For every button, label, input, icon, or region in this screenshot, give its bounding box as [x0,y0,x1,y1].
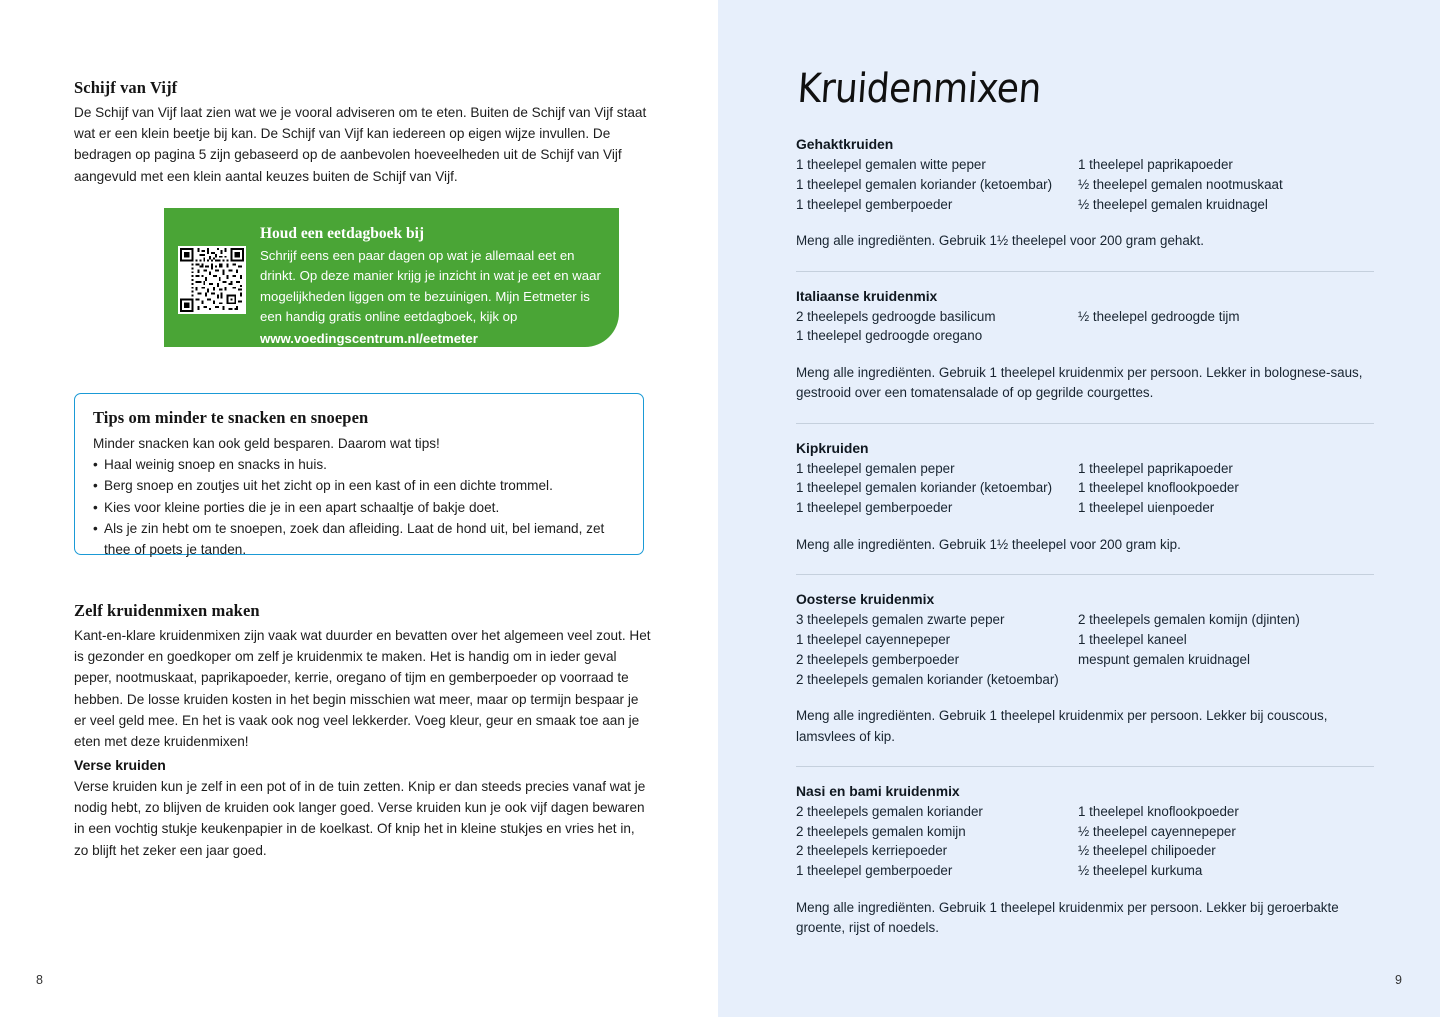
ingredient-columns [796,802,1374,881]
ingredient-item: ½ theelepel gemalen nootmuskaat [1078,176,1283,192]
ingredient-column-left [796,155,1078,214]
recipe-note: Meng alle ingrediënten. Gebruik 1½ theelepel voor 200 gram kip. [796,536,1181,552]
recipe-note: Meng alle ingrediënten. Gebruik 1 theelepel kruidenmix per persoon. Lekker bij couscous, lamsvlees of kip. [796,708,1328,744]
ingredient-item: 2 theelepels gemalen komijn (djinten) [1078,612,1300,628]
section-heading-verse: Verse kruiden [74,757,166,773]
ingredient-column-right [1078,307,1368,347]
ingredient-item: ½ theelepel kurkuma [1078,863,1203,879]
list-item: • Als je zin hebt om te snoepen, zoek dan afleiding. Laat de hond uit, bel iemand, zet thee of poets je tanden. [93,518,625,560]
ingredient-column-left [796,610,1078,689]
ingredient-item: ½ theelepel gemalen kruidnagel [1078,196,1268,212]
eetdagboek-text [260,224,612,346]
ingredient-item: 2 theelepels kerriepoeder [796,843,948,859]
recipe-note: Meng alle ingrediënten. Gebruik 1 theelepel kruidenmix per persoon. Lekker in bolognese-saus, gestrooid over een tomatensalade of op gegrilde courgettes. [796,365,1363,401]
section-heading-schijf: Schijf van Vijf [74,78,178,97]
recipe-title: Nasi en bami kruidenmix [796,782,960,799]
section-paragraph-verse: Verse kruiden kun je zelf in een pot of in de tuin zetten. Knip er dan steeds precies vanaf wat je nodig hebt, zo blijven de kruiden ook langer goed. Verse kruiden kun je ook vijf dagen bewaren in een vochtig stukje keukenpapier in de koelkast. Of knip het in kleine stukjes en vries het in, zo blijft het zeker een jaar goed. [74,779,646,858]
page-number-left: 8 [36,973,43,987]
tips-intro: Minder snacken kan ook geld besparen. Daarom wat tips! [93,436,440,451]
ingredient-item: 1 theelepel knoflookpoeder [1078,480,1239,496]
ingredient-item: 2 theelepels gemberpoeder [796,651,960,667]
recipe-oosterse-kruidenmix [796,591,1374,747]
recipe-nasi-en-bami-kruidenmix [796,783,1374,939]
ingredient-columns [796,155,1374,214]
ingredient-item: ½ theelepel gedroogde tijm [1078,308,1240,324]
ingredient-columns [796,610,1374,689]
eetdagboek-title: Houd een eetdagboek bij [260,225,425,242]
ingredient-item: ½ theelepel chilipoeder [1078,843,1216,859]
eetdagboek-body: Schrijf eens een paar dagen op wat je allemaal eet en drinkt. Op deze manier krijg je inzicht in wat je eet en waar mogelijkheden liggen om te bezuinigen. Mijn Eetmeter is een handig gratis online eetdagboek, kijk op [260,248,601,325]
ingredient-item: 1 theelepel gemalen koriander (ketoembar) [796,480,1053,496]
ingredient-columns [796,307,1374,347]
ingredient-item: 3 theelepels gemalen zwarte peper [796,612,1005,628]
section-divider [796,574,1374,575]
recipe-title: Oosterse kruidenmix [796,591,935,608]
list-item: • Haal weinig snoep en snacks in huis. [93,454,625,475]
recipe-kipkruiden [796,440,1374,556]
section-verse-kruiden [74,757,652,861]
left-page [0,0,718,1017]
ingredient-column-left [796,802,1078,881]
recipe-title: Gehaktkruiden [796,136,894,152]
tips-callout [74,393,644,558]
recipe-title: Italiaanse kruidenmix [796,287,938,304]
section-schijf-van-vijf [74,78,650,187]
ingredient-item: 1 theelepel cayennepeper [796,631,951,647]
tips-title: Tips om minder te snacken en snoepen [93,408,369,427]
recipe-italiaanse-kruidenmix [796,288,1374,404]
ingredient-column-left [796,307,1078,347]
ingredient-item: 2 theelepels gemalen koriander (ketoembar) [796,671,1059,687]
ingredient-item: 1 theelepel paprikapoeder [1078,460,1233,476]
ingredient-item: 1 theelepel paprikapoeder [1078,157,1233,172]
ingredient-item: 1 theelepel kaneel [1078,631,1187,647]
section-zelf-kruidenmixen-maken [74,601,652,752]
section-paragraph-zelf: Kant-en-klare kruidenmixen zijn vaak wat duurder en bevatten over het algemeen veel zout. Het is gezonder en goedkoper om zelf je kruidenmix te maken. Het is handig om in ieder geval peper, nootmuskaat, paprikapoeder, kerrie, oregano of tijm en gemberpoeder op voorraad te hebben. De losse kruiden kosten in het begin misschien wat meer, maar op termijn bespaar je er veel geld mee. En het is vaak ook nog veel lekkerder. Voeg kleur, geur en smaak toe aan je eten met deze kruidenmixen! [74,628,651,750]
list-item: • Kies voor kleine porties die je in een apart schaaltje of bakje doet. [93,497,625,518]
ingredient-column-right [1078,459,1368,518]
section-divider [796,423,1374,424]
ingredient-column-right [1078,155,1368,214]
tips-list [93,454,625,560]
section-heading-zelf: Zelf kruidenmixen maken [74,601,260,620]
ingredient-item: 1 theelepel gemalen koriander (ketoembar) [796,176,1053,192]
list-item: • Berg snoep en zoutjes uit het zicht op in een kast of in een dichte trommel. [93,475,625,496]
recipe-note: Meng alle ingrediënten. Gebruik 1½ theelepel voor 200 gram gehakt. [796,233,1204,249]
ingredient-column-right [1078,610,1368,689]
recipe-note: Meng alle ingrediënten. Gebruik 1 theelepel kruidenmix per persoon. Lekker bij geroerbakte groente, rijst of noedels. [796,899,1339,936]
ingredient-item: 1 theelepel knoflookpoeder [1078,803,1239,819]
section-divider [796,766,1374,767]
section-divider [796,271,1374,272]
ingredient-column-left [796,459,1078,518]
ingredient-columns [796,459,1374,518]
kruidenmixen-content [796,66,1374,938]
eetdagboek-link[interactable]: www.voedingscentrum.nl/eetmeter [260,330,478,346]
ingredient-column-right [1078,802,1368,881]
qr-code-icon[interactable] [178,246,246,314]
ingredient-item: 2 theelepels gedroogde basilicum [796,308,996,324]
ingredient-item: 1 theelepel gemberpoeder [796,863,953,879]
ingredient-item: 1 theelepel gemberpoeder [796,500,953,516]
ingredient-item: 1 theelepel gemberpoeder [796,196,953,212]
page-title: Kruidenmixen [796,66,1043,112]
eetdagboek-callout [164,208,619,347]
recipe-title: Kipkruiden [796,439,869,456]
ingredient-item: 1 theelepel uienpoeder [1078,500,1215,516]
right-page [718,0,1440,1017]
ingredient-item: ½ theelepel cayennepeper [1078,823,1236,839]
ingredient-item: 2 theelepels gemalen koriander [796,803,983,819]
section-paragraph-schijf: De Schijf van Vijf laat zien wat we je vooral adviseren om te eten. Buiten de Schijf van Vijf staat wat er een klein beetje bij kan. De Schijf van Vijf kan iedereen op eigen wijze invullen. De bedragen op pagina 5 zijn gebaseerd op de aanbevolen hoeveelheden uit de Schijf van Vijf aangevuld met een klein aantal keuzes buiten de Schijf van Vijf. [74,105,647,184]
page-number-right: 9 [1395,973,1402,987]
ingredient-item: 1 theelepel gemalen peper [796,460,955,476]
ingredient-item: 1 theelepel gedroogde oregano [796,328,983,344]
ingredient-item: 1 theelepel gemalen witte peper [796,157,986,172]
ingredient-item: 2 theelepels gemalen komijn [796,823,966,839]
recipe-gehaktkruiden [796,136,1374,252]
ingredient-item: mespunt gemalen kruidnagel [1078,651,1250,667]
